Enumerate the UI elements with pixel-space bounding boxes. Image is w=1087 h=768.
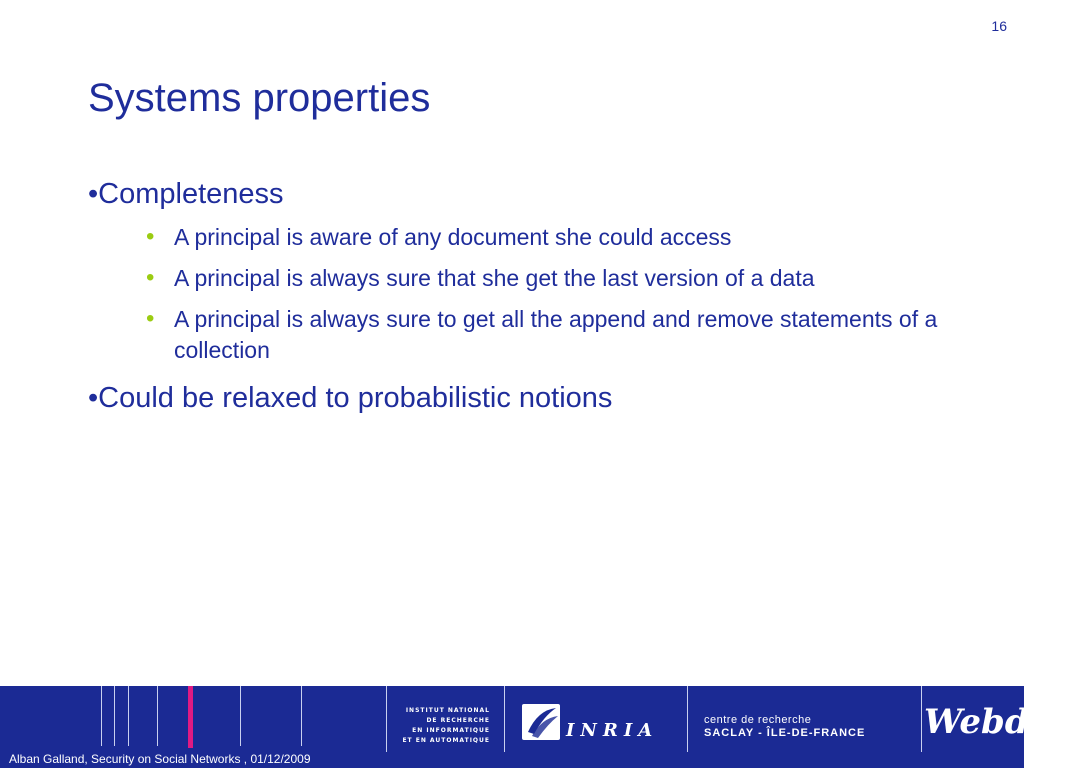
- footer-divider: [128, 686, 129, 746]
- magenta-accent-bar: [188, 686, 193, 748]
- webdam-logo: [924, 700, 1087, 748]
- webdam-logo-text: Webdam: [924, 702, 1087, 742]
- footer-credit: Alban Galland, Security on Social Networks , 01/12/2009: [9, 752, 311, 766]
- green-bullet-icon: •: [146, 305, 155, 332]
- footer-divider: [301, 686, 302, 746]
- footer-divider: [101, 686, 102, 746]
- footer-divider: [687, 686, 688, 752]
- inria-logo-text: INRIA: [566, 720, 659, 741]
- subpoint-2: [146, 263, 988, 294]
- completeness-subpoints: [88, 222, 988, 366]
- subpoint-text: A principal is aware of any document she could access: [174, 224, 732, 250]
- bullet-completeness: •Completeness: [88, 178, 284, 210]
- centre-location: SACLAY - ÎLE-DE-FRANCE: [704, 727, 866, 739]
- page-number: 16: [991, 18, 1007, 34]
- institute-line: ET EN AUTOMATIQUE: [402, 737, 490, 744]
- institute-line: DE RECHERCHE: [426, 717, 490, 724]
- subpoint-3: [146, 304, 988, 366]
- subpoint-1: [146, 222, 988, 253]
- slide-title: Systems properties: [88, 76, 431, 120]
- green-bullet-icon: •: [146, 264, 155, 291]
- footer-divider: [504, 686, 505, 752]
- footer-divider: [240, 686, 241, 746]
- footer-divider: [157, 686, 158, 746]
- subpoint-text: A principal is always sure to get all the append and remove statements of a collection: [174, 306, 938, 363]
- institute-line: EN INFORMATIQUE: [412, 727, 490, 734]
- bullet-relaxed: •Could be relaxed to probabilistic notions: [88, 382, 613, 414]
- institute-name: [400, 706, 490, 746]
- inria-logo-icon: [520, 702, 564, 742]
- centre-label: centre de recherche: [704, 714, 812, 726]
- footer-divider: [921, 686, 922, 752]
- institute-line: INSTITUT NATIONAL: [405, 707, 490, 714]
- green-bullet-icon: •: [146, 223, 155, 250]
- subpoint-text: A principal is always sure that she get the last version of a data: [174, 265, 815, 291]
- footer-divider: [114, 686, 115, 746]
- slide-content: [88, 176, 988, 416]
- footer-divider: [386, 686, 387, 752]
